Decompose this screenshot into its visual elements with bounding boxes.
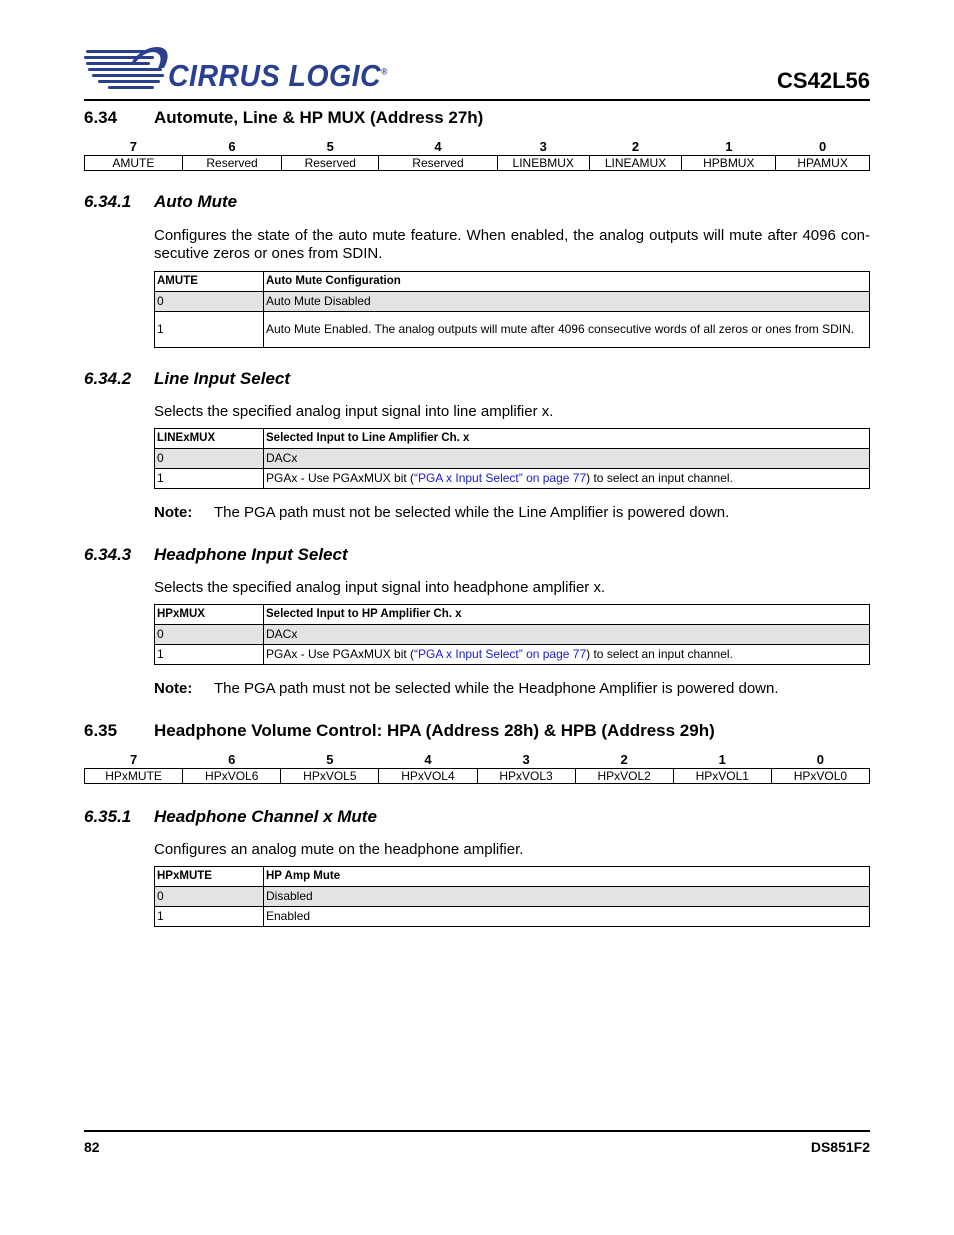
bit-name: HPxVOL0 <box>771 769 869 784</box>
table-header-cell: Selected Input to Line Amplifier Ch. x <box>264 429 870 449</box>
subsection-number: 6.34.3 <box>84 545 132 564</box>
table-row <box>155 887 870 907</box>
bit-number: 4 <box>434 139 442 154</box>
subsection-title: Headphone Channel x Mute <box>154 807 377 826</box>
bit-name: Reserved <box>379 156 498 171</box>
section-number: 6.34 <box>84 108 118 127</box>
table-header-row <box>155 605 870 625</box>
brand-name: CIRRUS LOGIC <box>168 58 382 93</box>
section-title: Headphone Volume Control: HPA (Address 28h) & HPB (Address 29h) <box>154 721 715 740</box>
line-amp-note <box>154 504 729 521</box>
bit-number: 2 <box>620 752 628 767</box>
bit-name: AMUTE <box>85 156 183 171</box>
table-header-cell: HPxMUTE <box>155 867 264 887</box>
note-text: The PGA path must not be selected while the Line Amplifier is powered down. <box>214 504 730 521</box>
table-header-cell: HPxMUX <box>155 605 264 625</box>
section-number: 6.35 <box>84 721 118 740</box>
table-row <box>155 449 870 469</box>
headphone-input-table <box>154 604 870 665</box>
bit-number: 6 <box>228 752 236 767</box>
bit-name: Reserved <box>282 156 379 171</box>
bit-name: HPxVOL5 <box>281 769 379 784</box>
note-label: Note: <box>154 680 193 697</box>
auto-mute-description: Configures the state of the auto mute feature. When enabled, the analog outputs will mute after 4096 con-secutive zeros or ones from SDIN. <box>154 227 870 262</box>
cell-text: ) to select an input channel. <box>586 647 733 661</box>
table-cell: 1 <box>155 907 264 927</box>
bit-number: 0 <box>818 139 827 154</box>
table-header-cell: HP Amp Mute <box>264 867 870 887</box>
table-cell: 0 <box>155 887 264 907</box>
bit-name: HPxVOL1 <box>673 769 771 784</box>
note-text: The PGA path must not be selected while the Headphone Amplifier is powered down. <box>214 680 779 697</box>
cell-text: PGAx - Use PGAxMUX bit ( <box>266 647 415 661</box>
bit-number-row <box>85 138 870 156</box>
bit-number: 0 <box>816 752 825 767</box>
bit-name: LINEBMUX <box>497 156 589 171</box>
pga-input-select-link[interactable]: “PGA x Input Select” on page 77 <box>414 647 587 661</box>
table-row <box>155 292 870 312</box>
bit-number: 1 <box>718 752 726 767</box>
table-cell: 1 <box>155 469 264 489</box>
bit-number: 5 <box>326 139 334 154</box>
registered-mark: ® <box>381 66 388 77</box>
subsection-title: Line Input Select <box>154 369 291 388</box>
bit-number: 1 <box>725 139 733 154</box>
table-header-row <box>155 867 870 887</box>
section-title: Automute, Line & HP MUX (Address 27h) <box>154 108 484 127</box>
line-input-description: Selects the specified analog input signal into line amplifier x. <box>154 403 554 420</box>
bit-number: 5 <box>326 752 334 767</box>
table-header-cell: AMUTE <box>155 272 264 292</box>
table-header-row <box>155 429 870 449</box>
table-cell: 0 <box>155 625 264 645</box>
section-heading-6-34 <box>84 108 483 128</box>
cell-text: ) to select an input channel. <box>586 471 733 485</box>
table-cell: DACx <box>264 625 870 645</box>
table-cell: 1 <box>155 312 264 348</box>
bit-name: LINEAMUX <box>589 156 682 171</box>
section-heading-6-35 <box>84 721 715 741</box>
subsection-heading-6-34-3 <box>84 545 348 565</box>
hp-mute-table <box>154 866 870 927</box>
table-cell <box>264 469 870 489</box>
table-cell: Disabled <box>264 887 870 907</box>
bit-name: HPxVOL3 <box>477 769 575 784</box>
register-27h-bitmap <box>84 138 870 171</box>
hp-mute-description: Configures an analog mute on the headphone amplifier. <box>154 841 524 858</box>
subsection-title: Auto Mute <box>154 192 238 211</box>
bit-number-row <box>85 751 870 769</box>
table-row <box>155 312 870 348</box>
bit-name: HPxVOL2 <box>575 769 673 784</box>
page-number: 82 <box>84 1139 100 1155</box>
subsection-heading-6-34-2 <box>84 369 290 389</box>
auto-mute-table <box>154 271 870 348</box>
bit-name-row <box>85 769 870 784</box>
subsection-number: 6.34.2 <box>84 369 132 388</box>
header-rule <box>84 99 870 101</box>
subsection-title: Headphone Input Select <box>154 545 348 564</box>
table-cell: Enabled <box>264 907 870 927</box>
table-cell: 0 <box>155 292 264 312</box>
table-cell: 1 <box>155 645 264 665</box>
register-28h-29h-bitmap <box>84 751 870 784</box>
bit-number: 7 <box>129 752 138 767</box>
subsection-heading-6-35-1 <box>84 807 377 827</box>
bit-number: 2 <box>631 139 640 154</box>
bit-number: 3 <box>522 752 530 767</box>
subsection-number: 6.34.1 <box>84 192 132 211</box>
table-cell: 0 <box>155 449 264 469</box>
bit-name: HPAMUX <box>776 156 870 171</box>
pga-input-select-link[interactable]: “PGA x Input Select” on page 77 <box>414 471 587 485</box>
note-label: Note: <box>154 504 193 521</box>
table-cell: Auto Mute Enabled. The analog outputs will mute after 4096 consecutive words of all zeros or ones from SDIN. <box>264 312 870 348</box>
table-header-cell: Selected Input to HP Amplifier Ch. x <box>264 605 870 625</box>
brand-wordmark <box>168 58 388 94</box>
bit-name: HPxVOL6 <box>183 769 281 784</box>
table-header-row <box>155 272 870 292</box>
table-cell: Auto Mute Disabled <box>264 292 870 312</box>
table-cell: DACx <box>264 449 870 469</box>
bit-name: HPxMUTE <box>85 769 183 784</box>
subsection-number: 6.35.1 <box>84 807 132 826</box>
bit-name: Reserved <box>182 156 282 171</box>
bit-name: HPxVOL4 <box>379 769 477 784</box>
bit-name: HPBMUX <box>682 156 776 171</box>
bit-number: 6 <box>228 139 236 154</box>
doc-title: CS42L56 <box>777 68 870 93</box>
bit-name-row <box>85 156 870 171</box>
table-row <box>155 645 870 665</box>
bit-number: 7 <box>129 139 137 154</box>
headphone-input-description: Selects the specified analog input signal into headphone amplifier x. <box>154 579 606 596</box>
table-row <box>155 469 870 489</box>
table-header-cell: LINExMUX <box>155 429 264 449</box>
bit-number: 3 <box>539 139 547 154</box>
subsection-heading-6-34-1 <box>84 192 237 212</box>
bit-number: 4 <box>424 752 432 767</box>
line-input-table <box>154 428 870 489</box>
document-id: DS851F2 <box>810 1139 870 1155</box>
headphone-amp-note <box>154 680 779 697</box>
table-row <box>155 907 870 927</box>
table-cell <box>264 645 870 665</box>
table-header-cell: Auto Mute Configuration <box>264 272 870 292</box>
cell-text: PGAx - Use PGAxMUX bit ( <box>266 471 415 485</box>
footer-rule <box>84 1130 870 1132</box>
table-row <box>155 625 870 645</box>
